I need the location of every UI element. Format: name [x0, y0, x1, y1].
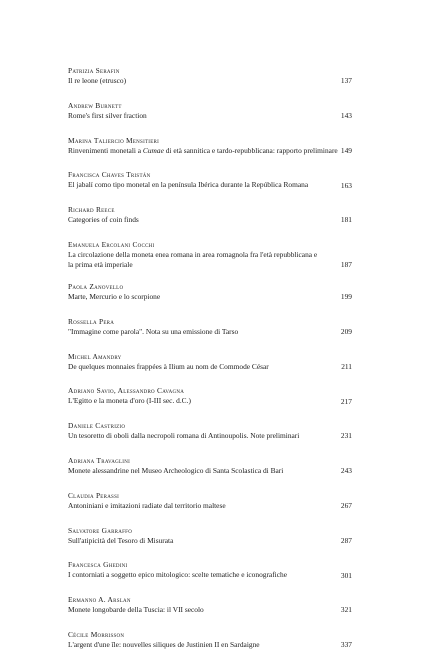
entry-page-number: 199 [340, 292, 352, 302]
toc-entry [68, 282, 352, 317]
toc-entry [68, 421, 352, 456]
entry-title: L'Egitto e la moneta d'oro (I-III sec. d.C.) [68, 396, 191, 406]
entry-author: Salvatore Garraffo [68, 525, 133, 535]
entry-author: Paola Zanovello [68, 281, 124, 291]
entry-page-number: 209 [340, 327, 352, 337]
entry-page-number: 181 [340, 215, 352, 225]
entry-title: Il re leone (etrusco) [68, 76, 127, 85]
toc-entry [68, 352, 352, 387]
toc-entry [68, 526, 352, 561]
entry-author: Rossella Pera [68, 316, 115, 326]
entry-author: Patrizia Serafin [68, 66, 120, 75]
entry-title: Monete longobarde della Tuscia: il VII secolo [68, 605, 204, 615]
entry-title: Marte, Mercurio e lo scorpione [68, 291, 161, 301]
toc-entry [68, 170, 352, 205]
entry-title: Categories of coin finds [68, 215, 139, 225]
entry-author: Emanuela Ercolani Cocchi [68, 239, 155, 249]
entry-title: "Immagine come parola". Nota su una emissione di Tarso [68, 326, 239, 336]
toc-entry [68, 101, 352, 136]
entry-title: L'argent d'une île: nouvelles siliques de Justinien II en Sardaigne [68, 639, 260, 649]
toc-entry [68, 491, 352, 526]
entry-title: Antoniniani e imitazioni radiate dal territorio maltese [68, 500, 226, 510]
entry-page-number: 149 [340, 145, 352, 155]
toc-entry [68, 205, 352, 240]
entry-title: El jabalí como tipo monetal en la península Ibérica durante la República Romana [68, 180, 309, 190]
entry-title: Monete alessandrine nel Museo Archeologico di Santa Scolastica di Bari [68, 465, 284, 475]
entry-page-number: 217 [340, 396, 352, 406]
entry-title-emphasis: Cumae [142, 145, 164, 155]
entry-page-number: 187 [340, 259, 352, 269]
entry-page-number: 337 [340, 640, 352, 650]
entry-title: Sull'atipicità del Tesoro di Misurata [68, 535, 174, 545]
toc-entry [68, 136, 352, 171]
entry-author: Cécile Morrisson [68, 629, 125, 639]
entry-author: Adriano Savio, Alessandro Cavagna [68, 386, 185, 396]
entry-title: I contorniati a soggetto epico mitologico: scelte tematiche e iconografiche [68, 570, 287, 580]
entry-author: Francesca Ghedini [68, 560, 128, 570]
entry-page-number: 231 [340, 431, 352, 441]
entry-page-number: 211 [341, 361, 352, 371]
entry-page-number: 287 [340, 535, 352, 545]
entry-author: Ermanno A. Arslan [68, 595, 131, 605]
toc-entry [68, 456, 352, 491]
toc-entry [68, 317, 352, 352]
entry-author: Daniele Castrizio [68, 421, 126, 431]
entry-title-pre: Rinvenimenti monetali a [68, 145, 143, 155]
toc-entry [68, 595, 352, 630]
entry-author: Andrew Burnett [68, 100, 122, 110]
toc-entry [68, 630, 352, 665]
entry-author: Michel Amandry [68, 351, 122, 361]
entry-title: Rome's first silver fraction [68, 110, 147, 120]
entry-title: De quelques monnaies frappées à Ilium au nom de Commode César [68, 361, 269, 371]
toc-entry [68, 240, 352, 282]
entry-title: La circolazione della moneta enea romana in area romagnola fra l'età repubblicana e la prima età imperiale [68, 249, 318, 269]
entry-author: Adriana Travaglini [68, 455, 130, 465]
entry-author: Richard Reece [68, 205, 115, 215]
entry-page-number: 163 [340, 180, 352, 190]
entry-author: Claudia Perassi [68, 490, 120, 500]
entry-author: Marina Taliercio Mensitieri [68, 135, 160, 145]
toc-entry [68, 386, 352, 421]
entry-page-number: 301 [340, 570, 352, 580]
table-of-contents [68, 66, 352, 665]
entry-page-number: 143 [340, 111, 352, 121]
toc-entry [68, 66, 352, 101]
entry-author: Francisca Chaves Tristán [68, 170, 151, 180]
entry-page-number: 243 [340, 466, 352, 476]
entry-title: Un tesoretto di oboli dalla necropoli romana di Antinoupolis. Note preliminari [68, 431, 300, 441]
entry-title-post: di età sannitica e tardo-repubblicana: rapporto preliminare [163, 145, 338, 155]
toc-entry [68, 560, 352, 595]
entry-page-number: 267 [340, 501, 352, 511]
entry-page-number: 137 [340, 76, 352, 86]
entry-page-number: 321 [340, 605, 352, 615]
entry-title [68, 145, 338, 156]
